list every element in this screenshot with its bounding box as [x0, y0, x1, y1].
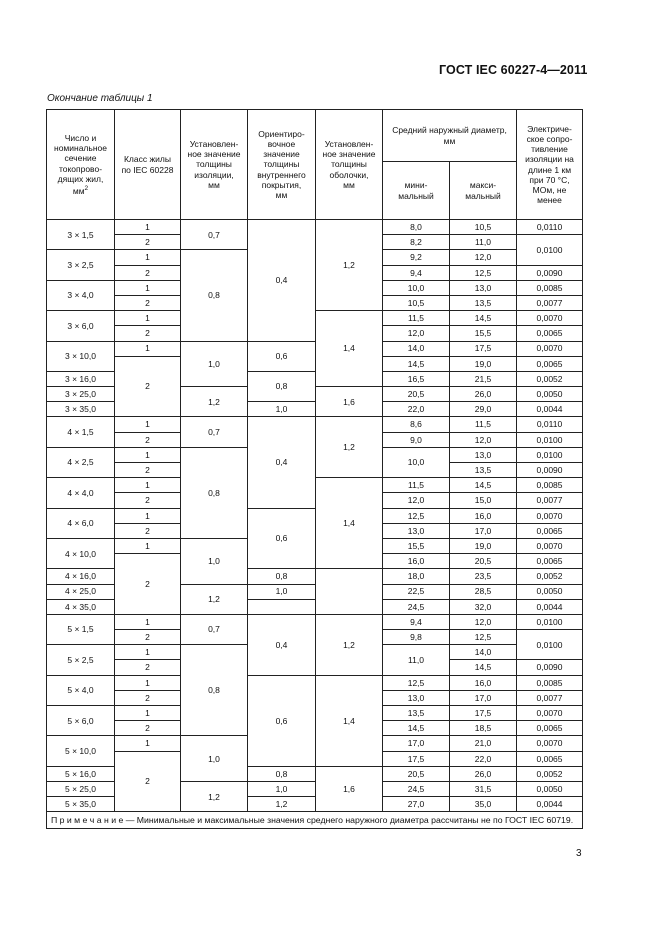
table-cell: 20,5 [383, 387, 450, 402]
table-cell: 3 × 35,0 [47, 402, 115, 417]
table-cell: 0,4 [248, 417, 316, 508]
header-line: дящих жил, [57, 173, 104, 184]
table-cell: 0,0100 [517, 235, 583, 265]
header-section [47, 110, 115, 220]
table-cell: 20,5 [450, 554, 517, 569]
table-row [47, 508, 583, 523]
table-cell: 16,0 [450, 508, 517, 523]
table-cell: 5 × 25,0 [47, 781, 115, 796]
table-cell: 0,0100 [517, 447, 583, 462]
table-cell: 8,2 [383, 235, 450, 250]
table-cell: 27,0 [383, 797, 450, 812]
table-cell: 0,6 [248, 675, 316, 766]
table-cell: 11,0 [450, 235, 517, 250]
table-cell: 0,0070 [517, 538, 583, 553]
table-cell: 2 [115, 493, 181, 508]
table-cell: 4 × 6,0 [47, 508, 115, 538]
table-cell: 14,0 [450, 645, 517, 660]
table-cell: 0,8 [181, 447, 248, 538]
header-line: мини- [404, 180, 428, 191]
table-cell: 0,0085 [517, 478, 583, 493]
table-cell: 22,0 [450, 751, 517, 766]
table-cell: 22,5 [383, 584, 450, 599]
table-cell: 14,5 [450, 311, 517, 326]
table-cell: 2 [115, 751, 181, 812]
table-cell: 1,0 [248, 584, 316, 599]
table-cell: 17,5 [450, 706, 517, 721]
header-line: ское сопро- [526, 133, 573, 144]
table-cell: 17,5 [450, 341, 517, 356]
table-cell: 1,6 [316, 387, 383, 417]
header-inner-covering [248, 110, 316, 220]
table-cell: 2 [115, 463, 181, 478]
table-cell: 0,8 [248, 371, 316, 401]
table-cell: 12,0 [450, 432, 517, 447]
table-cell: 13,0 [450, 447, 517, 462]
table-cell: 2 [115, 356, 181, 417]
table-cell: 4 × 4,0 [47, 478, 115, 508]
table-cell: 5 × 10,0 [47, 736, 115, 766]
table-row [47, 220, 583, 235]
table-cell: 1 [115, 706, 181, 721]
header-line: значение [263, 149, 300, 160]
table-cell: 0,8 [248, 569, 316, 584]
table-cell: 1,0 [181, 341, 248, 387]
header-line: мм [208, 179, 220, 190]
table-cell: 1 [115, 447, 181, 462]
page-number: 3 [576, 848, 582, 859]
table-cell: 18,5 [450, 721, 517, 736]
table-cell: 1 [115, 645, 181, 660]
header-line: внутреннего [257, 169, 306, 180]
header-line: номинальное [54, 143, 107, 154]
table-cell: 14,5 [450, 478, 517, 493]
table-cell: 4 × 2,5 [47, 447, 115, 477]
table-cell: 4 × 25,0 [47, 584, 115, 599]
table-cell: 0,0070 [517, 736, 583, 751]
table-cell: 2 [115, 432, 181, 447]
table-cell: 2 [115, 326, 181, 341]
table-cell: 0,0085 [517, 675, 583, 690]
table-cell: 0,6 [248, 341, 316, 371]
table-cell: 2 [115, 630, 181, 645]
table-cell: 3 × 4,0 [47, 280, 115, 310]
table-cell: 26,0 [450, 766, 517, 781]
table-cell: 16,5 [383, 371, 450, 386]
table-cell: 17,0 [383, 736, 450, 751]
table-cell: 0,0077 [517, 690, 583, 705]
header-line: вочное [267, 138, 296, 149]
table-cell: 1 [115, 508, 181, 523]
table-cell: 5 × 16,0 [47, 766, 115, 781]
table-cell: 0,0090 [517, 463, 583, 478]
table-cell: 1 [115, 417, 181, 432]
table-cell: 0,0077 [517, 295, 583, 310]
table-cell: 1,4 [316, 311, 383, 387]
table-cell: 1,2 [316, 220, 383, 311]
table-cell: 0,4 [248, 614, 316, 675]
table-cell: 15,5 [383, 538, 450, 553]
table-cell: 1 [115, 736, 181, 751]
table-cell: 4 × 10,0 [47, 538, 115, 568]
table-cell: 1 [115, 250, 181, 265]
table-cell: 11,5 [450, 417, 517, 432]
table-cell: 2 [115, 660, 181, 675]
table-cell: 13,5 [383, 706, 450, 721]
header-line: при 70 °C, [529, 174, 570, 185]
table-cell: 14,5 [383, 356, 450, 371]
table-cell: 13,0 [383, 690, 450, 705]
header-line: изоляции на [525, 154, 574, 165]
table-cell: 1 [115, 478, 181, 493]
table-cell: 3 × 25,0 [47, 387, 115, 402]
table-cell: 0,0110 [517, 220, 583, 235]
table-cell: 1 [115, 538, 181, 553]
table-cell: 4 × 1,5 [47, 417, 115, 447]
table-cell: 0,8 [248, 766, 316, 781]
header-line: толщины [196, 159, 232, 170]
table-cell: 1,2 [316, 614, 383, 675]
table-cell: 17,5 [383, 751, 450, 766]
table-cell: 16,0 [383, 554, 450, 569]
table-cell: 19,0 [450, 356, 517, 371]
table-cell: 1,2 [181, 387, 248, 417]
table-cell: 0,0100 [517, 630, 583, 660]
table-cell: 1 [115, 614, 181, 629]
header-line: мальный [398, 190, 434, 201]
header-line: МОм, не [532, 184, 567, 195]
table-cell: 0,0044 [517, 599, 583, 614]
table-cell: 0,0085 [517, 280, 583, 295]
table-cell: 5 × 6,0 [47, 706, 115, 736]
table-cell: 12,5 [450, 265, 517, 280]
header-line: макси- [469, 180, 497, 191]
cable-parameters-table [46, 109, 583, 829]
table-cell: 0,0044 [517, 797, 583, 812]
table-cell: 12,0 [383, 326, 450, 341]
table-cell: 0,0052 [517, 766, 583, 781]
table-cell: 2 [115, 554, 181, 615]
table-note: П р и м е ч а н и е — Минимальные и максимальные значения среднего наружного диаметра рассчитаны не по ГОСТ IEC 60719. [47, 812, 583, 829]
table-cell: 10,0 [383, 447, 450, 477]
table-cell: 0,0065 [517, 554, 583, 569]
table-cell: 16,0 [450, 675, 517, 690]
table-cell: 0,8 [181, 645, 248, 736]
table-cell: 0,0065 [517, 523, 583, 538]
table-cell: 3 × 10,0 [47, 341, 115, 371]
table-cell: 17,0 [450, 690, 517, 705]
table-cell: 2 [115, 690, 181, 705]
table-cell: 8,0 [383, 220, 450, 235]
table-cell: 11,5 [383, 478, 450, 493]
table-cell: 0,0100 [517, 432, 583, 447]
table-body [47, 220, 583, 812]
header-line: изоляции, [194, 169, 234, 180]
header-line: оболочки, [329, 169, 369, 180]
table-cell: 0,0065 [517, 356, 583, 371]
header-class [115, 110, 181, 220]
table-cell: 2 [115, 721, 181, 736]
table-cell: 1 [115, 675, 181, 690]
table-cell: 20,5 [383, 766, 450, 781]
table-cell: 1,0 [181, 538, 248, 584]
table-cell: 0,0090 [517, 265, 583, 280]
header-line: Электриче- [527, 123, 572, 134]
table-cell: 1,2 [181, 781, 248, 811]
table-cell: 0,4 [248, 220, 316, 342]
table-cell: 0,0050 [517, 387, 583, 402]
table-cell: 0,6 [248, 508, 316, 569]
table-cell: 11,0 [383, 645, 450, 675]
table-cell: 2 [115, 265, 181, 280]
header-line: Установлен- [324, 138, 374, 149]
header-line: ное значение [187, 149, 241, 160]
header-line: длине 1 км [527, 164, 572, 175]
table-row [47, 614, 583, 629]
table-cell: 1,2 [248, 797, 316, 812]
table-cell: 29,0 [450, 402, 517, 417]
table-cell: 0,0050 [517, 584, 583, 599]
table-cell: 1,6 [316, 766, 383, 812]
header-line: Класс жилы [123, 154, 171, 165]
header-insulation [181, 110, 248, 220]
table-cell: 1 [115, 341, 181, 356]
table-cell: 0,0070 [517, 311, 583, 326]
table-caption: Окончание таблицы 1 [47, 93, 153, 104]
table-cell: 24,5 [383, 599, 450, 614]
header-line: по IEC 60228 [121, 164, 174, 175]
header-line: мальный [465, 190, 501, 201]
table-cell: 11,5 [383, 311, 450, 326]
table-cell: 0,0090 [517, 660, 583, 675]
table-cell: 2 [115, 295, 181, 310]
table-cell: 1 [115, 220, 181, 235]
header-line: толщины [263, 159, 300, 170]
table-cell: 15,5 [450, 326, 517, 341]
table-cell: 0,0065 [517, 751, 583, 766]
table-cell: 17,0 [450, 523, 517, 538]
header-line: $мм^2$ [72, 184, 89, 196]
table-cell: 13,0 [450, 280, 517, 295]
table-cell: 1 [115, 280, 181, 295]
table-cell: 26,0 [450, 387, 517, 402]
header-diameter [383, 110, 517, 162]
table-cell: 0,0050 [517, 781, 583, 796]
header-max [450, 162, 517, 220]
table-cell: 12,5 [450, 630, 517, 645]
table-cell: 0,0110 [517, 417, 583, 432]
table-cell: 5 × 35,0 [47, 797, 115, 812]
table-cell: 0,0070 [517, 706, 583, 721]
table-cell: 1,0 [181, 736, 248, 782]
header-line: покрытия, [261, 179, 302, 190]
table-cell: 32,0 [450, 599, 517, 614]
table-cell: 4 × 35,0 [47, 599, 115, 614]
table-cell: 35,0 [450, 797, 517, 812]
header-line: мм [275, 190, 288, 200]
table-cell: 4 × 16,0 [47, 569, 115, 584]
header-min [383, 162, 450, 220]
table-cell: 0,0052 [517, 371, 583, 386]
header-line: Средний наружный диаметр, [392, 125, 507, 136]
table-cell [248, 599, 316, 614]
table-cell: 12,5 [383, 675, 450, 690]
table-cell: 1,2 [181, 584, 248, 614]
table-cell: 21,0 [450, 736, 517, 751]
table-cell: 10,5 [383, 295, 450, 310]
table-cell: 0,7 [181, 614, 248, 644]
table-cell: 0,0044 [517, 402, 583, 417]
table-cell: 2 [115, 523, 181, 538]
header-line: менее [537, 195, 562, 206]
table-cell: 12,0 [383, 493, 450, 508]
table-cell: 9,4 [383, 265, 450, 280]
table-cell: 9,4 [383, 614, 450, 629]
table-cell: 0,0070 [517, 508, 583, 523]
table-cell: 10,0 [383, 280, 450, 295]
header-line: тивление [531, 144, 568, 155]
table-cell: 9,0 [383, 432, 450, 447]
table-cell: 0,0065 [517, 721, 583, 736]
table-cell: 0,8 [181, 250, 248, 341]
table-cell: 12,5 [383, 508, 450, 523]
table-cell: 2 [115, 235, 181, 250]
table-cell: 0,0077 [517, 493, 583, 508]
table-cell: 13,5 [450, 463, 517, 478]
table-cell: 13,5 [450, 295, 517, 310]
table-cell: 1,0 [248, 781, 316, 796]
table-cell: 1 [115, 311, 181, 326]
table-cell: 5 × 1,5 [47, 614, 115, 644]
table-cell: 0,0065 [517, 326, 583, 341]
table-row [47, 417, 583, 432]
table-cell: 19,0 [450, 538, 517, 553]
table-cell: 1,4 [316, 478, 383, 569]
table-cell: 24,5 [383, 781, 450, 796]
table-cell: 31,5 [450, 781, 517, 796]
header-line: Установлен- [189, 138, 239, 149]
table-cell: 0,7 [181, 220, 248, 250]
table-row [47, 675, 583, 690]
table-cell: 9,2 [383, 250, 450, 265]
table-cell: 12,0 [450, 614, 517, 629]
table-cell: 3 × 16,0 [47, 371, 115, 386]
header-line: толщины [331, 159, 367, 170]
header-resistance [517, 110, 583, 220]
table-cell: 28,5 [450, 584, 517, 599]
table-cell: 23,5 [450, 569, 517, 584]
table-cell: 0,0070 [517, 341, 583, 356]
table-cell [316, 569, 383, 615]
header-line: мм [443, 135, 456, 146]
table-cell: 14,0 [383, 341, 450, 356]
table-cell: 1,0 [248, 402, 316, 417]
table-cell: 12,0 [450, 250, 517, 265]
header-line: токопрово- [58, 163, 103, 174]
header-sheath [316, 110, 383, 220]
table-cell: 5 × 4,0 [47, 675, 115, 705]
header-line: Число и [64, 132, 97, 143]
header-line: сечение [64, 153, 97, 164]
table-cell: 21,5 [450, 371, 517, 386]
table-cell: 18,0 [383, 569, 450, 584]
table-cell: 3 × 1,5 [47, 220, 115, 250]
table-cell: 13,0 [383, 523, 450, 538]
table-cell: 0,0100 [517, 614, 583, 629]
table-cell: 5 × 2,5 [47, 645, 115, 675]
table-cell: 22,0 [383, 402, 450, 417]
table-cell: 1,4 [316, 675, 383, 766]
table-cell: 1,2 [316, 417, 383, 478]
table-cell: 15,0 [450, 493, 517, 508]
table-cell: 8,6 [383, 417, 450, 432]
table-cell: 0,0052 [517, 569, 583, 584]
table-cell: 3 × 2,5 [47, 250, 115, 280]
table-cell: 14,5 [383, 721, 450, 736]
table-cell: 0,7 [181, 417, 248, 447]
table-cell: 9,8 [383, 630, 450, 645]
table-row [47, 341, 583, 356]
header-line: Ориентиро- [258, 128, 305, 139]
header-line: мм [343, 179, 355, 190]
table-cell: 14,5 [450, 660, 517, 675]
table-cell: 3 × 6,0 [47, 311, 115, 341]
header-line: ное значение [322, 149, 376, 160]
table-cell: 10,5 [450, 220, 517, 235]
document-header: ГОСТ IEC 60227-4—2011 [439, 63, 588, 77]
